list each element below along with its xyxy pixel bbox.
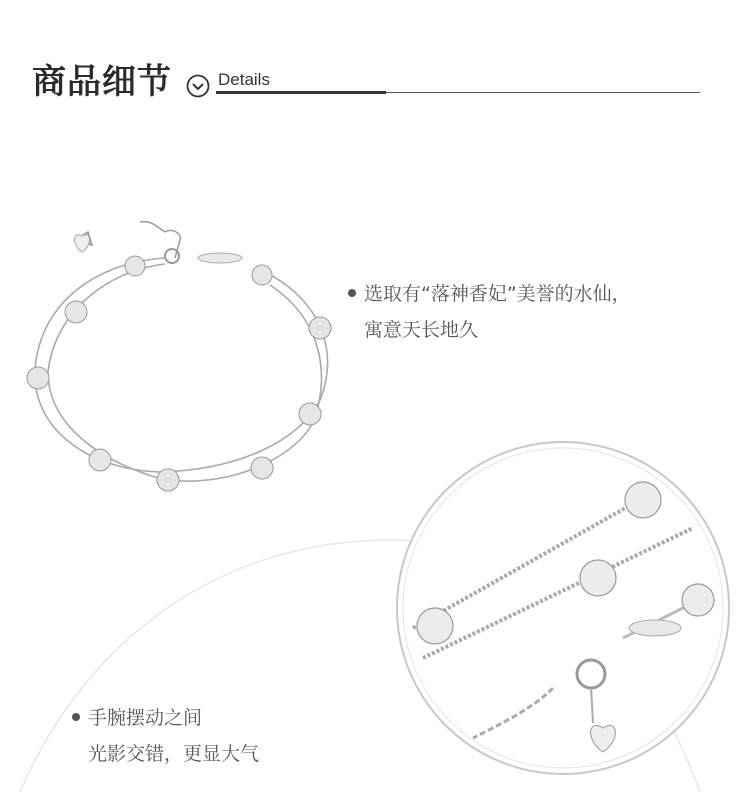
bullet-dot	[348, 289, 356, 297]
caption-bottom	[72, 700, 259, 772]
caption-top	[348, 276, 631, 348]
caption-top-line2: 寓意天长地久	[364, 319, 479, 341]
header-underline	[386, 92, 700, 93]
chevron-down-icon	[186, 74, 210, 98]
bracelet-photo	[0, 180, 350, 510]
section-header	[0, 0, 750, 120]
section-subtitle: Details	[218, 70, 270, 89]
bullet-dot	[72, 713, 80, 721]
section-title: 商品细节	[32, 62, 172, 102]
caption-top-line1: 选取有“落神香妃”美誉的水仙，	[364, 283, 631, 305]
detail-zoom-circle	[393, 438, 733, 778]
header-underline-bold	[216, 91, 386, 94]
caption-bottom-line1: 手腕摆动之间	[88, 707, 203, 729]
caption-bottom-line2: 光影交错，更显大气	[88, 743, 260, 765]
